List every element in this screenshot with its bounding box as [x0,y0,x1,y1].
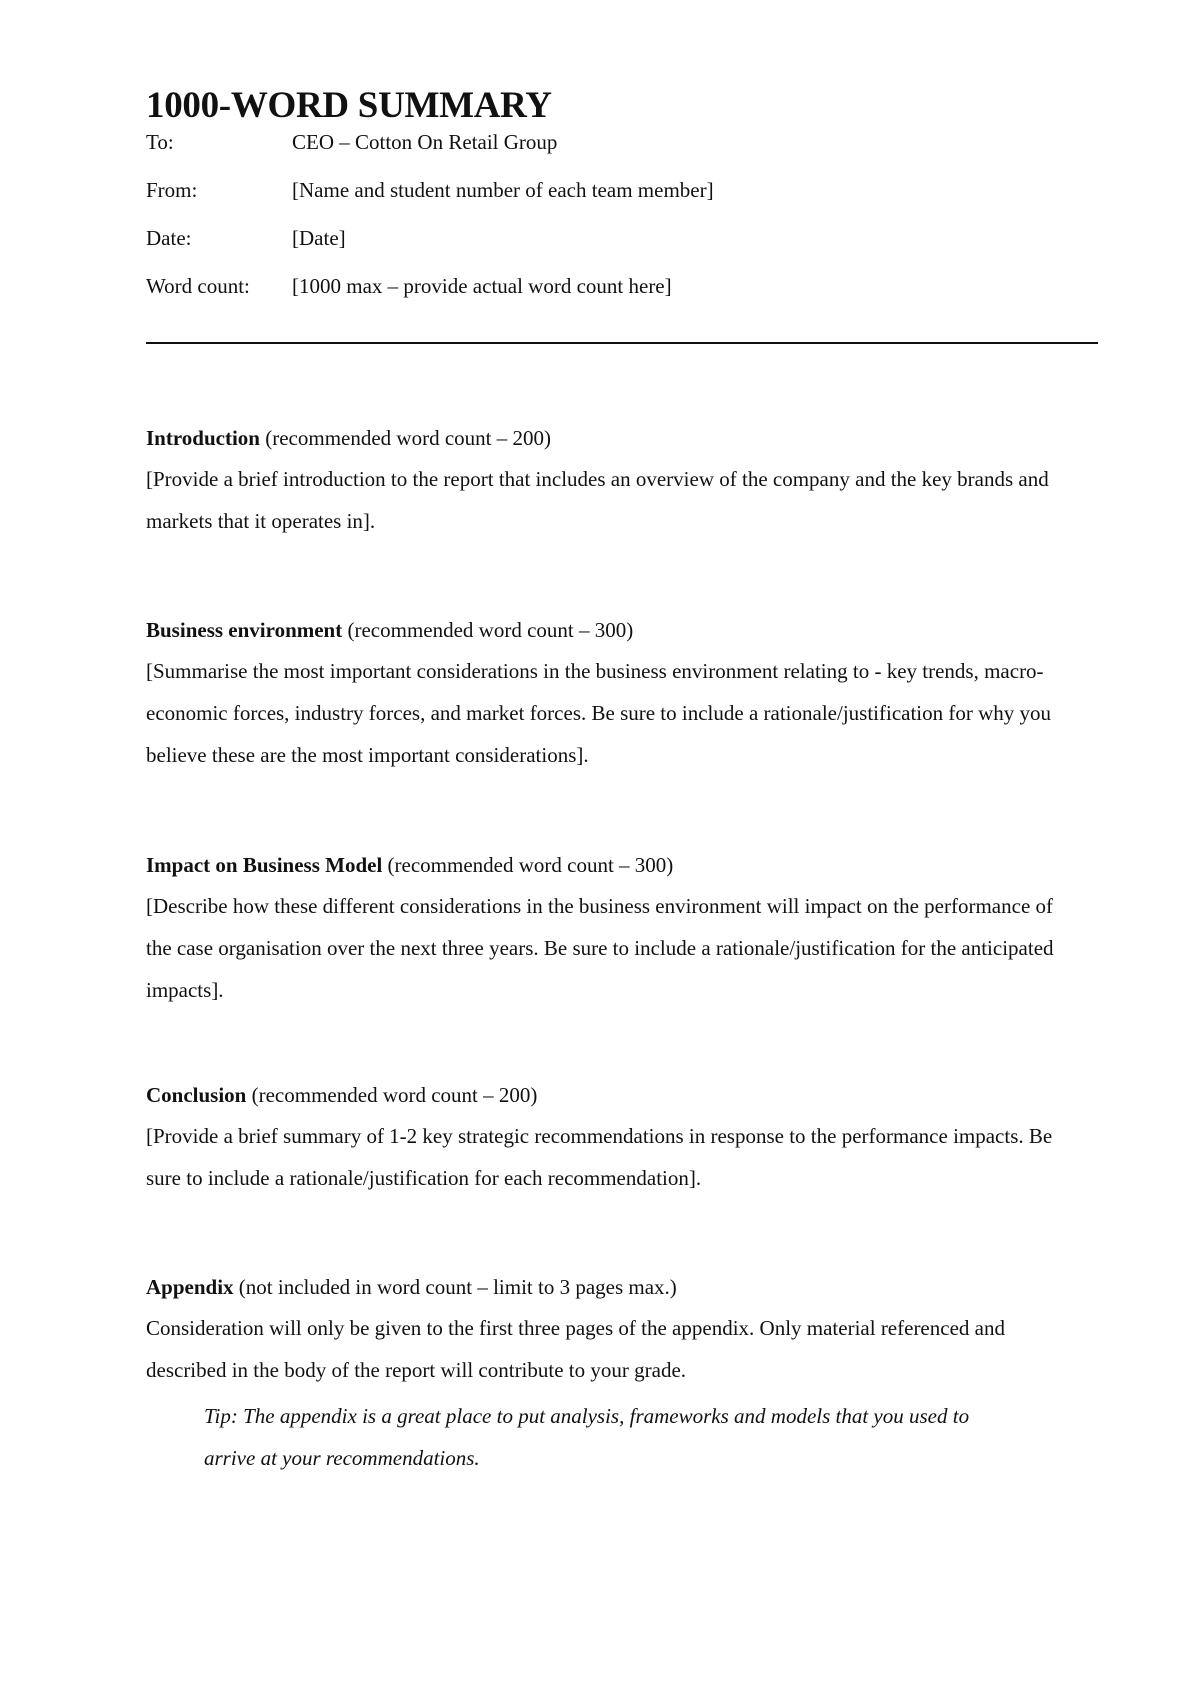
memo-word-count-label: Word count: [146,274,250,298]
section-title: Appendix [146,1275,234,1299]
section-body: [Describe how these different considerations in the business environment will impact on the performance of the case organisation over the next three years. Be sure to include a rationale/justification for the anticipated impacts]. [146,894,1054,1002]
section-heading [146,616,1066,644]
memo-word-count-row [146,272,1096,300]
memo-date-label: Date: [146,226,192,250]
section-body: Consideration will only be given to the first three pages of the appendix. Only material referenced and described in the body of the report will contribute to your grade. [146,1316,1005,1382]
section-word-count-note: (recommended word count – 300) [387,853,674,877]
section-appendix [146,1273,1066,1479]
section-title: Introduction [146,426,260,450]
section-title: Business environment [146,618,343,642]
section-business-environment [146,616,1066,776]
memo-date-row [146,224,1096,252]
memo-date-value: [Date] [292,226,346,250]
section-introduction [146,424,1066,542]
section-heading [146,851,1066,879]
section-word-count-note: (recommended word count – 300) [347,618,634,642]
section-word-count-note: (not included in word count – limit to 3 pages max.) [238,1275,677,1299]
memo-to-row [146,128,1096,156]
memo-word-count-value: [1000 max – provide actual word count here] [292,274,672,298]
section-body: [Summarise the most important considerations in the business environment relating to - key trends, macro-economic forces, industry forces, and market forces. Be sure to include a rationale/justification for why you believe these are the most important considerations]. [146,659,1052,767]
section-word-count-note: (recommended word count – 200) [251,1083,538,1107]
section-body: [Provide a brief introduction to the report that includes an overview of the company and the key brands and markets that it operates in]. [146,467,1049,533]
section-body: [Provide a brief summary of 1-2 key strategic recommendations in response to the performance impacts. Be sure to include a rationale/justification for each recommendation]. [146,1124,1053,1190]
memo-from-value: [Name and student number of each team member] [292,178,714,202]
memo-from-row [146,176,1096,204]
document-title: 1000-WORD SUMMARY [146,85,552,126]
appendix-tip: Tip: The appendix is a great place to put analysis, frameworks and models that you used to arrive at your recommendations. [204,1404,970,1470]
section-title: Conclusion [146,1083,247,1107]
section-heading [146,424,1066,452]
section-title: Impact on Business Model [146,853,383,877]
memo-to-label: To: [146,130,174,154]
section-heading [146,1081,1066,1109]
section-word-count-note: (recommended word count – 200) [265,426,551,450]
section-impact-on-business-model [146,851,1066,1011]
memo-to-value: CEO – Cotton On Retail Group [292,130,558,154]
section-conclusion [146,1081,1066,1199]
header-divider [146,342,1098,344]
section-heading [146,1273,1066,1301]
memo-from-label: From: [146,178,198,202]
